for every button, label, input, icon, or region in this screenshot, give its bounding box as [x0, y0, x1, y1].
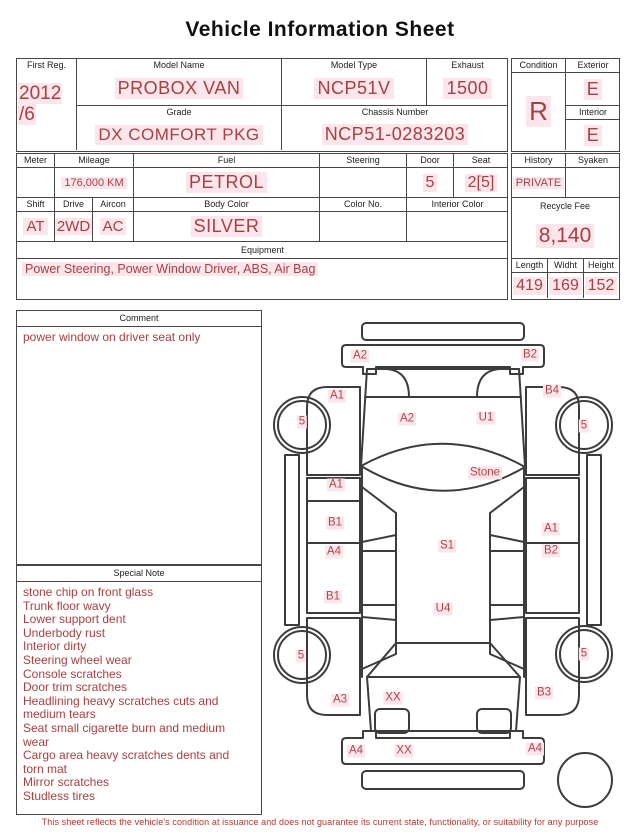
diagram-label-rear-left-fender: A3 — [332, 693, 348, 706]
comment-label: Comment — [17, 311, 261, 327]
cell-width — [548, 259, 584, 298]
table-history-fee — [511, 153, 620, 300]
recycle-fee-value: 8,140 — [536, 224, 595, 248]
condition-grade-value: R — [526, 96, 551, 127]
special-note-line: stone chip on front glass — [23, 585, 154, 599]
cell-exterior — [566, 59, 620, 106]
drive-label: Drive — [55, 198, 92, 212]
equipment-label: Equipment — [17, 242, 508, 259]
cell-syaken — [566, 154, 620, 198]
special-note-line: Console scratches — [23, 666, 122, 681]
model-name-value: PROBOX VAN — [115, 78, 244, 99]
diagram-label-rear-right-wheel: 5 — [580, 647, 588, 660]
cell-color-no — [320, 198, 407, 242]
cell-interior-color — [407, 198, 508, 242]
body-color-value: SILVER — [191, 216, 263, 237]
recycle-fee-label: Recycle Fee — [539, 201, 591, 211]
diagram-label-right-front-door: A1 — [543, 522, 559, 535]
interior-color-label: Interior Color — [407, 198, 508, 212]
diagram-label-rear-right-fender: B3 — [536, 686, 552, 699]
diagram-label-hood-left: A2 — [399, 412, 415, 425]
special-note-line: Mirror scratches — [23, 775, 110, 790]
steering-label: Steering — [320, 154, 406, 168]
mileage-label: Mileage — [55, 154, 133, 168]
cell-grade — [77, 106, 282, 150]
diagram-label-front-right-fender: B4 — [544, 384, 560, 397]
fuel-label: Fuel — [134, 154, 319, 168]
meter-label: Meter — [17, 154, 54, 168]
special-note-line: Underbody rust — [23, 625, 106, 640]
diagram-label-right-rear-door: B2 — [543, 544, 559, 557]
model-type-label: Model Type — [330, 60, 378, 70]
diagram-label-rear-bumper-center: XX — [396, 744, 412, 757]
cell-length — [512, 259, 548, 298]
interior-label: Interior — [566, 106, 620, 120]
shift-label: Shift — [17, 198, 54, 212]
exhaust-label: Exhaust — [451, 60, 484, 70]
cell-fuel — [134, 154, 320, 198]
cell-equipment — [17, 242, 508, 298]
cell-chassis-number — [282, 106, 508, 150]
condition-label: Condition — [512, 59, 565, 73]
door-label: Door — [407, 154, 453, 168]
cell-interior — [566, 106, 620, 150]
grade-value: DX COMFORT PKG — [95, 125, 262, 145]
seat-value: 2[5] — [465, 174, 498, 192]
special-note-box — [16, 565, 262, 815]
comment-box — [16, 310, 262, 565]
cell-shift — [17, 198, 55, 242]
exterior-grade-value: E — [584, 79, 603, 100]
cell-aircon — [93, 198, 134, 242]
cell-door — [407, 154, 454, 198]
cell-model-type — [282, 59, 427, 106]
interior-grade-value: E — [584, 125, 603, 146]
special-note-label: Special Note — [17, 566, 261, 582]
special-note-line: Steering wheel wear — [23, 652, 132, 667]
height-label: Height — [584, 259, 618, 273]
drive-value: 2WD — [55, 218, 93, 235]
footer-disclaimer: This sheet reflects the vehicle's condition at issuance and does not guarantee its current state, functionality, or suitability for any purpose — [41, 817, 599, 827]
door-value: 5 — [423, 174, 438, 192]
mileage-value: 176,000 KM — [61, 177, 126, 189]
diagram-label-rear-bumper-left: A4 — [348, 744, 364, 757]
history-value: PRIVATE — [513, 177, 564, 189]
cell-model-name — [77, 59, 282, 106]
diagram-label-front-left-wheel: 5 — [298, 415, 306, 428]
cell-body-color — [134, 198, 320, 242]
table-mechanical — [16, 153, 508, 300]
car-damage-diagram — [263, 303, 623, 817]
diagram-label-rear-left-wheel: 5 — [297, 649, 305, 662]
first-reg-year: 2012 — [19, 83, 62, 104]
syaken-label: Syaken — [566, 154, 620, 168]
grade-label: Grade — [166, 107, 192, 117]
exhaust-value: 1500 — [443, 78, 491, 99]
special-note-line: Cargo area heavy scratches dents and torn mat — [23, 748, 230, 776]
model-type-value: NCP51V — [314, 78, 393, 99]
special-note-line: Trunk floor wavy — [23, 598, 111, 613]
height-value: 152 — [585, 277, 618, 295]
seat-label: Seat — [454, 154, 508, 168]
comment-text: power window on driver seat only — [23, 330, 201, 344]
special-note-line: Door trim scratches — [23, 680, 128, 695]
aircon-label: Aircon — [93, 198, 133, 212]
cell-height — [584, 259, 618, 298]
width-label: Widht — [548, 259, 583, 273]
special-note-line: Lower support dent — [23, 612, 126, 627]
diagram-label-roof: S1 — [439, 539, 455, 552]
diagram-label-left-front-door: B1 — [327, 516, 343, 529]
history-label: History — [512, 154, 565, 168]
diagram-label-rear-bumper-right: A4 — [527, 742, 543, 755]
model-name-label: Model Name — [153, 60, 205, 70]
table-condition — [511, 58, 620, 152]
special-note-line: Headlining heavy scratches cuts and medium tears — [23, 693, 219, 722]
cell-condition — [512, 59, 566, 150]
diagram-label-rear-hatch: XX — [385, 691, 401, 704]
color-no-label: Color No. — [320, 198, 406, 212]
table-registration — [16, 58, 508, 152]
special-note-line: Seat small cigarette burn and medium wear — [23, 720, 226, 749]
aircon-value: AC — [100, 218, 127, 235]
cell-exhaust — [427, 59, 508, 106]
cell-drive — [55, 198, 93, 242]
special-note-list — [17, 582, 261, 807]
equipment-value: Power Steering, Power Window Driver, ABS, Air Bag — [22, 262, 318, 276]
fuel-value: PETROL — [186, 172, 267, 193]
diagram-label-roof-rear: U4 — [435, 602, 451, 615]
diagram-label-front-apron-left: A2 — [352, 349, 368, 362]
diagram-label-left-rear-door: B1 — [325, 590, 341, 603]
cell-recycle-fee — [512, 198, 618, 259]
length-label: Length — [512, 259, 547, 273]
chassis-number-value: NCP51-0283203 — [322, 124, 469, 145]
cell-mileage — [55, 154, 134, 198]
body-color-label: Body Color — [134, 198, 319, 212]
special-note-line: Studless tires — [23, 788, 96, 803]
diagram-label-front-left-fender: A1 — [329, 389, 345, 402]
first-reg-value — [18, 83, 62, 125]
length-value: 419 — [513, 277, 546, 295]
diagram-label-windshield: Stone — [469, 466, 501, 479]
cell-seat — [454, 154, 508, 198]
diagram-label-left-door-mid: A4 — [326, 545, 342, 558]
chassis-number-label: Chassis Number — [361, 107, 429, 117]
diagram-label-left-door-top: A1 — [328, 478, 344, 491]
exterior-label: Exterior — [566, 59, 620, 73]
page-title: Vehicle Information Sheet — [185, 18, 455, 41]
diagram-label-hood-right: U1 — [478, 411, 494, 424]
cell-first-reg — [17, 59, 77, 150]
diagram-label-front-apron-right: B2 — [522, 348, 538, 361]
cell-steering — [320, 154, 407, 198]
diagram-label-front-right-wheel: 5 — [580, 419, 588, 432]
diagram-labels — [263, 303, 623, 817]
first-reg-month: /6 — [19, 104, 35, 125]
shift-value: AT — [23, 218, 47, 235]
special-note-line: Interior dirty — [23, 639, 87, 654]
width-value: 169 — [549, 277, 582, 295]
first-reg-label: First Reg. — [26, 60, 66, 70]
cell-meter — [17, 154, 55, 198]
cell-history — [512, 154, 566, 198]
